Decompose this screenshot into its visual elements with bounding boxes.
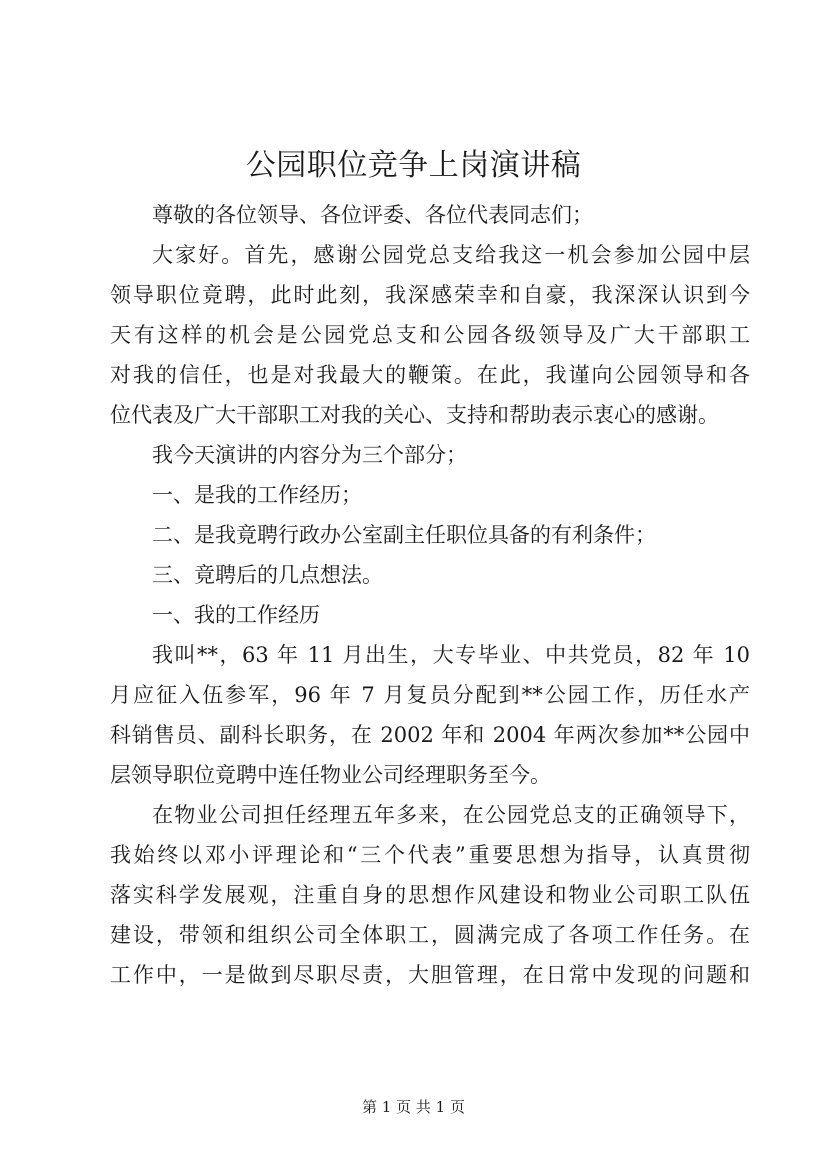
text-line: 层领导职位竟聘中连任物业公司经理职务至今。 (110, 763, 551, 787)
text-line: 尊敬的各位领导、各位评委、各位代表同志们； (152, 203, 593, 227)
text-line: 对我的信任，也是对我最大的鞭策。在此，我谨向公园领导和各 (110, 363, 750, 387)
paragraph-salutation (110, 195, 750, 235)
text-line: 月应征入伍参军，96 年 7 月复员分配到**公园工作，历任水产 (110, 683, 750, 707)
text-line: 大家好。首先，感谢公园党总支给我这一机会参加公园中层 (152, 243, 750, 267)
paragraph-manager-tenure (110, 795, 750, 995)
paragraph-greeting (110, 235, 750, 435)
page-footer: 第 1 页 共 1 页 (362, 1098, 465, 1116)
document-title: 公园职位竞争上岗演讲稿 (245, 148, 582, 183)
text-line: 我今天演讲的内容分为三个部分； (152, 443, 467, 467)
text-line: 二、是我竟聘行政办公室副主任职位具备的有利条件； (152, 523, 656, 547)
text-line: 我叫**，63 年 11 月出生，大专毕业、中共党员，82 年 10 (152, 643, 750, 667)
text-line: 天有这样的机会是公园党总支和公园各级领导及广大干部职工 (110, 323, 750, 347)
text-line: 在物业公司担任经理五年多来，在公园党总支的正确领导下， (152, 803, 750, 827)
text-line: 三、竟聘后的几点想法。 (152, 563, 383, 587)
section-heading-work-experience (110, 595, 750, 635)
document-body (110, 195, 750, 995)
text-line: 工作中，一是做到尽职尽责，大胆管理，在日常中发现的问题和 (110, 963, 750, 987)
paragraph-outline-intro (110, 435, 750, 475)
text-line: 建设，带领和组织公司全体职工，圆满完成了各项工作任务。在 (110, 923, 750, 947)
text-line: 科销售员、副科长职务，在 2002 年和 2004 年两次参加**公园中 (110, 723, 750, 747)
text-line: 我始终以邓小评理论和“三个代表”重要思想为指导，认真贯彻 (110, 843, 750, 867)
text-line: 一、我的工作经历 (152, 603, 320, 627)
text-line: 落实科学发展观，注重自身的思想作风建设和物业公司职工队伍 (110, 883, 750, 907)
paragraph-outline-item-1 (110, 475, 750, 515)
paragraph-outline-item-3 (110, 555, 750, 595)
text-line: 一、是我的工作经历； (152, 483, 362, 507)
paragraph-outline-item-2 (110, 515, 750, 555)
text-line: 领导职位竟聘，此时此刻，我深感荣幸和自豪，我深深认识到今 (110, 283, 750, 307)
text-line: 位代表及广大干部职工对我的关心、支持和帮助表示衷心的感谢。 (110, 403, 719, 427)
paragraph-work-experience (110, 635, 750, 795)
